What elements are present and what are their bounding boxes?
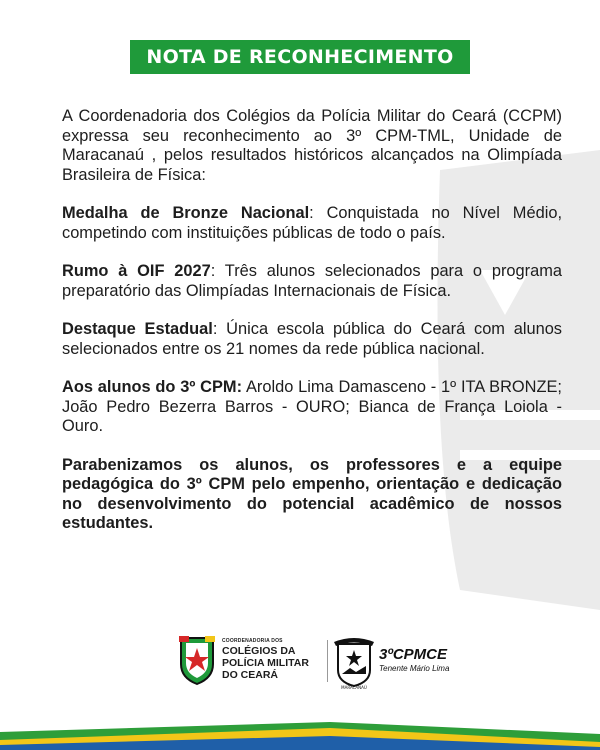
document-body bbox=[62, 107, 562, 553]
item-label: Destaque Estadual bbox=[62, 320, 213, 338]
item-oif bbox=[62, 262, 562, 301]
logo-divider bbox=[327, 640, 328, 682]
cpmce-subtitle: Tenente Mário Lima bbox=[379, 664, 450, 673]
item-label: Rumo à OIF 2027 bbox=[62, 262, 211, 280]
logos-row bbox=[0, 632, 600, 692]
ccpm-line-2: POLÍCIA MILITAR bbox=[222, 657, 309, 669]
ccpm-logo bbox=[175, 636, 330, 688]
item-label: Aos alunos do 3º CPM: bbox=[62, 378, 243, 396]
item-text: : Três alunos selecionados para o programa preparatório das Olimpíadas Internacionais de Física. bbox=[62, 262, 562, 300]
cpmce-title: 3ºCPMCE bbox=[379, 646, 447, 663]
title-banner bbox=[0, 40, 600, 74]
cpmce-logo bbox=[332, 634, 452, 692]
item-text: : Conquistada no Nível Médio, competindo com instituições públicas de todo o país. bbox=[62, 204, 562, 242]
item-alunos bbox=[62, 378, 562, 437]
page-title: NOTA DE RECONHECIMENTO bbox=[130, 40, 469, 74]
footer-stripes bbox=[0, 718, 600, 750]
item-label: Medalha de Bronze Nacional bbox=[62, 204, 310, 222]
ccpm-logo-text bbox=[222, 638, 309, 681]
item-destaque bbox=[62, 320, 562, 359]
ccpm-shield-icon bbox=[177, 636, 217, 686]
intro-paragraph: A Coordenadoria dos Colégios da Polícia Militar do Ceará (CCPM) expressa seu reconhecimento ao 3º CPM-TML, Unidade de Maracanaú , pelos resultados históricos alcançados na Olimpíada Brasileira de Física: bbox=[62, 107, 562, 184]
item-bronze bbox=[62, 204, 562, 243]
item-text: Aroldo Lima Damasceno - 1º ITA BRONZE; João Pedro Bezerra Barros - OURO; Bianca de França Loiola - Ouro. bbox=[62, 378, 562, 435]
item-text: : Única escola pública do Ceará com alunos selecionados entre os 21 nomes da rede pública nacional. bbox=[62, 320, 563, 358]
ccpm-line-1: COLÉGIOS DA bbox=[222, 645, 296, 657]
closing-paragraph: Parabenizamos os alunos, os professores e a equipe pedagógica do 3º CPM pelo empenho, orientação e dedicação no desenvolvimento do potencial acadêmico de nossos estudantes. bbox=[62, 455, 562, 532]
ccpm-small-line: COORDENADORIA DOS bbox=[222, 638, 283, 644]
cpmce-emblem-icon bbox=[332, 634, 376, 690]
ccpm-line-3: DO CEARÁ bbox=[222, 669, 279, 681]
cpmce-emblem-text: MARACANAÚ bbox=[341, 685, 367, 690]
